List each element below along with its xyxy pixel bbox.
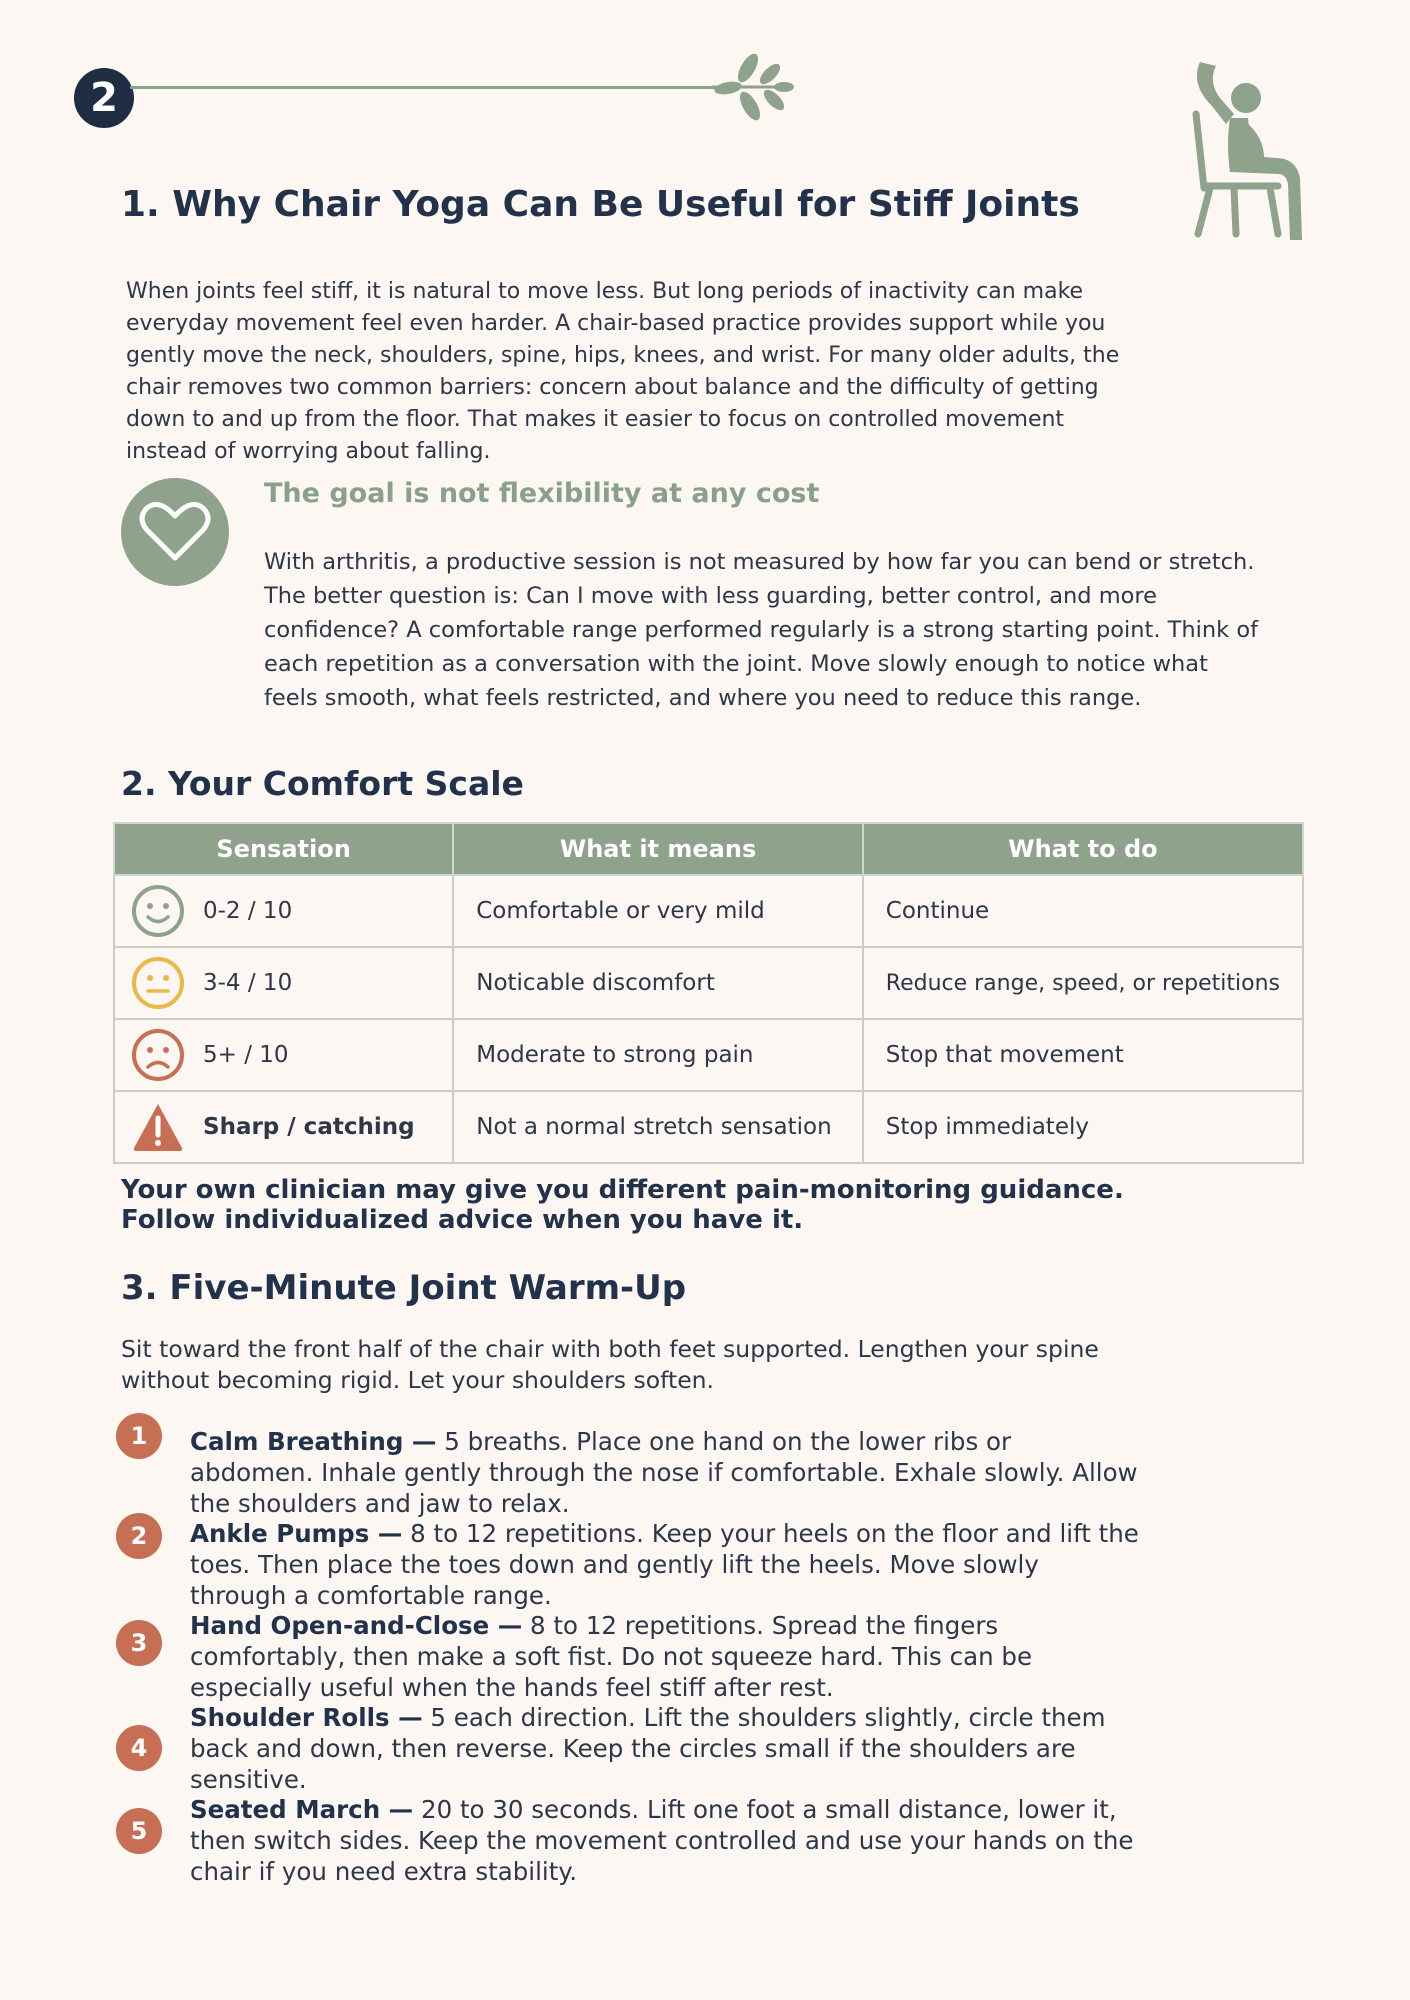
list-item [190,1518,1140,1611]
sensation-cell [114,1019,453,1091]
goal-callout-title: The goal is not flexibility at any cost [264,478,820,509]
chair-yoga-figure-icon [1186,54,1306,240]
smiley-face-icon [131,884,185,938]
clinician-note-line-1: Your own clinician may give you different pain-monitoring guidance. [121,1175,1124,1205]
meaning-cell: Noticable discomfort [453,947,863,1019]
intro-paragraph: When joints feel stiff, it is natural to move less. But long periods of inactivity can make everyday movement feel even harder. A chair-based practice provides support while you gently move the neck, shoulders, spine, hips, knees, and wrist. For many older adults, the chair removes two common barriers: concern about balance and the difficulty of getting down to and up from the floor. That makes it easier to focus on controlled movement instead of worrying about falling. [126,279,1120,464]
section-title-warm-up: 3. Five-Minute Joint Warm-Up [121,1268,687,1308]
step-number-badge: 3 [116,1620,162,1666]
step-number-badge: 2 [116,1513,162,1559]
meaning-cell: Comfortable or very mild [453,875,863,947]
header-sensation: Sensation [114,823,453,875]
clinician-note [121,1175,1124,1235]
step-number-badge: 1 [116,1413,162,1459]
action-cell: Stop immediately [863,1091,1303,1163]
table-header-row [114,823,1303,875]
meaning-cell: Not a normal stretch sensation [453,1091,863,1163]
action-cell: Continue [863,875,1303,947]
step-text: 8 to 12 repetitions. Spread the fingers comfortably, then make a soft fist. Do not squeeze hard. This can be especially useful when the hands feel stiff after rest. [190,1611,1033,1702]
list-item [190,1794,1140,1887]
sensation-cell [114,947,453,1019]
heart-badge [121,478,229,586]
section-title-comfort-scale: 2. Your Comfort Scale [121,764,524,803]
list-item [190,1702,1140,1795]
meaning-cell: Moderate to strong pain [453,1019,863,1091]
page-number-badge: 2 [74,68,134,128]
step-name: Ankle Pumps — [190,1519,403,1548]
step-name: Seated March — [190,1795,414,1824]
comfort-scale-table [113,822,1304,1164]
action-cell: Stop that movement [863,1019,1303,1091]
step-text: 8 to 12 repetitions. Keep your heels on the floor and lift the toes. Then place the toes down and gently lift the heels. Move slowly through a comfortable range. [190,1519,1139,1610]
sensation-cell [114,875,453,947]
action-cell: Reduce range, speed, or repetitions [863,947,1303,1019]
goal-callout-text: With arthritis, a productive session is not measured by how far you can bend or stretch. The better question is: Can I move with less guarding, better control, and more confidence? A comfortable range performed regularly is a strong starting point. Think of each repetition as a conversation with the joint. Move slowly enough to notice what feels smooth, what feels restricted, and where you need to reduce this range. [264,549,1259,711]
step-text: 5 each direction. Lift the shoulders slightly, circle them back and down, then reverse. Keep the circles small if the shoulders are sensitive. [190,1703,1106,1794]
section-title-why-chair-yoga: 1. Why Chair Yoga Can Be Useful for Stiff Joints [121,184,1080,225]
list-item [190,1610,1140,1703]
header-what-it-means: What it means [453,823,863,875]
sensation-value: Sharp / catching [203,1114,415,1140]
step-name: Calm Breathing — [190,1427,437,1456]
step-number-badge: 5 [116,1808,162,1854]
neutral-face-icon [131,956,185,1010]
clinician-note-line-2: Follow individualized advice when you have it. [121,1205,804,1235]
table-row [114,1019,1303,1091]
header-what-to-do: What to do [863,823,1303,875]
header-divider [130,86,730,89]
table-row [114,947,1303,1019]
warning-triangle-icon [131,1100,185,1154]
step-text: 5 breaths. Place one hand on the lower ribs or abdomen. Inhale gently through the nose if comfortable. Exhale slowly. Allow the shoulders and jaw to relax. [190,1427,1138,1518]
warm-up-intro: Sit toward the front half of the chair with both feet supported. Lengthen your spine without becoming rigid. Let your shoulders soften. [121,1335,1099,1394]
sensation-cell [114,1091,453,1163]
sad-face-icon [131,1028,185,1082]
table-row [114,1091,1303,1163]
heart-icon [121,478,229,586]
leaf-sprig-icon [712,48,794,124]
sensation-value: 3-4 / 10 [203,970,293,996]
step-number-badge: 4 [116,1725,162,1771]
step-name: Shoulder Rolls — [190,1703,423,1732]
list-item [190,1426,1140,1519]
step-text: 20 to 30 seconds. Lift one foot a small distance, lower it, then switch sides. Keep the movement controlled and use your hands on the chair if you need extra stability. [190,1795,1134,1886]
step-name: Hand Open-and-Close — [190,1611,523,1640]
table-row [114,875,1303,947]
sensation-value: 5+ / 10 [203,1042,289,1068]
sensation-value: 0-2 / 10 [203,898,293,924]
